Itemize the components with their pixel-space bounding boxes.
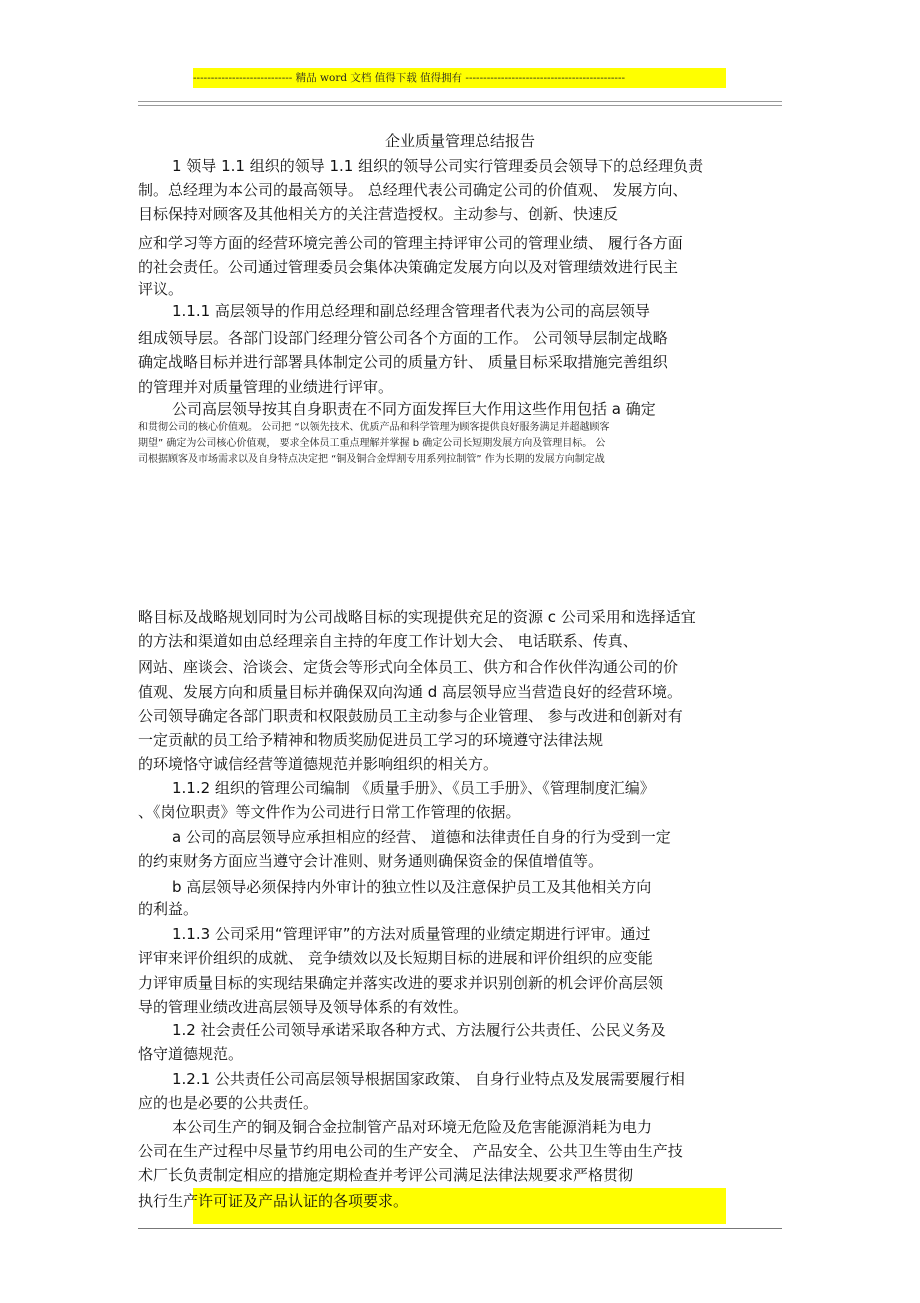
body-line: 执行生产许可证及产品认证的各项要求。 xyxy=(138,1192,409,1210)
body-line: 目标保持对顾客及其他相关方的关注营造授权。主动参与、创新、快速反 xyxy=(138,205,619,223)
body-line: 公司高层领导按其自身职责在不同方面发挥巨大作用这些作用包括 a 确定 xyxy=(172,400,656,418)
body-line: 1.1.2 组织的管理公司编制 《质量手册》、《员工手册》、《管理制度汇编》 xyxy=(172,779,655,797)
body-line: 的环境恪守诚信经营等道德规范并影响组织的相关方。 xyxy=(138,755,499,773)
body-line: 一定贡献的员工给予精神和物质奖励促进员工学习的环境遵守法律法规 xyxy=(138,731,604,749)
body-line: 1.1.1 高层领导的作用总经理和副总经理含管理者代表为公司的高层领导 xyxy=(172,302,650,320)
body-line: b 高层领导必须保持内外审计的独立性以及注意保护员工及其他相关方向 xyxy=(172,878,652,896)
header-rule-top xyxy=(138,101,782,102)
body-line: 导的管理业绩改进高层领导及领导体系的有效性。 xyxy=(138,998,469,1016)
body-line: 应的也是必要的公共责任。 xyxy=(138,1094,319,1112)
body-line: 应和学习等方面的经营环境完善公司的管理主持评审公司的管理业绩、 履行各方面 xyxy=(138,234,683,252)
small-print-line: 期望” 确定为公司核心价值观， 要求全体员工重点理解并掌握 b 确定公司长短期发展方向及管理目标。 公 xyxy=(138,438,606,449)
small-print-line: 司根据顾客及市场需求以及自身特点决定把 “铜及铜合金焊割专用系列拉制管” 作为长期的发展方向制定战 xyxy=(138,454,605,465)
header-banner: ---------------------------- 精品 word 文档 值得下载 值得拥有 --------------------------------------------- xyxy=(193,68,726,88)
body-line: 评审来评价组织的成就、 竞争绩效以及长短期目标的进展和评价组织的应变能 xyxy=(138,949,653,967)
body-line: 1.1.3 公司采用“管理评审”的方法对质量管理的业绩定期进行评审。通过 xyxy=(172,925,651,943)
body-line: 的社会责任。公司通过管理委员会集体决策确定发展方向以及对管理绩效进行民主 xyxy=(138,258,679,276)
body-line: 确定战略目标并进行部署具体制定公司的质量方针、 质量目标采取措施完善组织 xyxy=(138,353,668,371)
body-line: 恪守道德规范。 xyxy=(138,1045,244,1063)
body-line: 组成领导层。各部门设部门经理分管公司各个方面的工作。 公司领导层制定战略 xyxy=(138,329,668,347)
body-line: 值观、发展方向和质量目标并确保双向沟通 d 高层领导应当营造良好的经营环境。 xyxy=(138,683,683,701)
body-line: 评议。 xyxy=(138,280,184,298)
body-line: 公司领导确定各部门职责和权限鼓励员工主动参与企业管理、 参与改进和创新对有 xyxy=(138,707,683,725)
body-line: 公司在生产过程中尽量节约用电公司的生产安全、 产品安全、公共卫生等由生产技 xyxy=(138,1142,683,1160)
body-line: 术厂长负责制定相应的措施定期检查并考评公司满足法律法规要求严格贯彻 xyxy=(138,1166,634,1184)
body-line: 1 领导 1.1 组织的领导 1.1 组织的领导公司实行管理委员会领导下的总经理负责 xyxy=(172,157,704,175)
body-line: 力评审质量目标的实现结果确定并落实改进的要求并识别创新的机会评价高层领 xyxy=(138,974,664,992)
body-line: 、《岗位职责》等文件作为公司进行日常工作管理的依据。 xyxy=(138,803,521,821)
body-line: 的约束财务方面应当遵守会计准则、财务通则确保资金的保值增值等。 xyxy=(138,852,604,870)
body-line: 的管理并对质量管理的业绩进行评审。 xyxy=(138,378,394,396)
body-line: a 公司的高层领导应承担相应的经营、 道德和法律责任自身的行为受到一定 xyxy=(172,828,671,846)
body-line: 略目标及战略规划同时为公司战略目标的实现提供充足的资源 c 公司采用和选择适宜 xyxy=(138,608,696,626)
body-line: 网站、座谈会、洽谈会、定货会等形式向全体员工、供方和合作伙伴沟通公司的价 xyxy=(138,658,679,676)
body-line: 制。总经理为本公司的最高领导。 总经理代表公司确定公司的价值观、 发展方向、 xyxy=(138,181,688,199)
body-line: 的方法和渠道如由总经理亲自主持的年度工作计划大会、 电话联系、传真、 xyxy=(138,632,638,650)
body-line: 1.2 社会责任公司领导承诺采取各种方式、方法履行公共责任、公民义务及 xyxy=(172,1021,666,1039)
small-print-line: 和贯彻公司的核心价值观。 公司把 “以领先技术、优质产品和科学管理为顾客提供良好服务满足并超越顾客 xyxy=(138,422,610,433)
body-line: 1.2.1 公共责任公司高层领导根据国家政策、 自身行业特点及发展需要履行相 xyxy=(172,1070,685,1088)
document-title: 企业质量管理总结报告 xyxy=(384,132,535,150)
body-line: 的利益。 xyxy=(138,900,199,918)
header-rule-bottom xyxy=(138,105,782,106)
footer-rule xyxy=(138,1228,782,1229)
body-line: 本公司生产的铜及铜合金拉制管产品对环境无危险及危害能源消耗为电力 xyxy=(172,1118,653,1136)
